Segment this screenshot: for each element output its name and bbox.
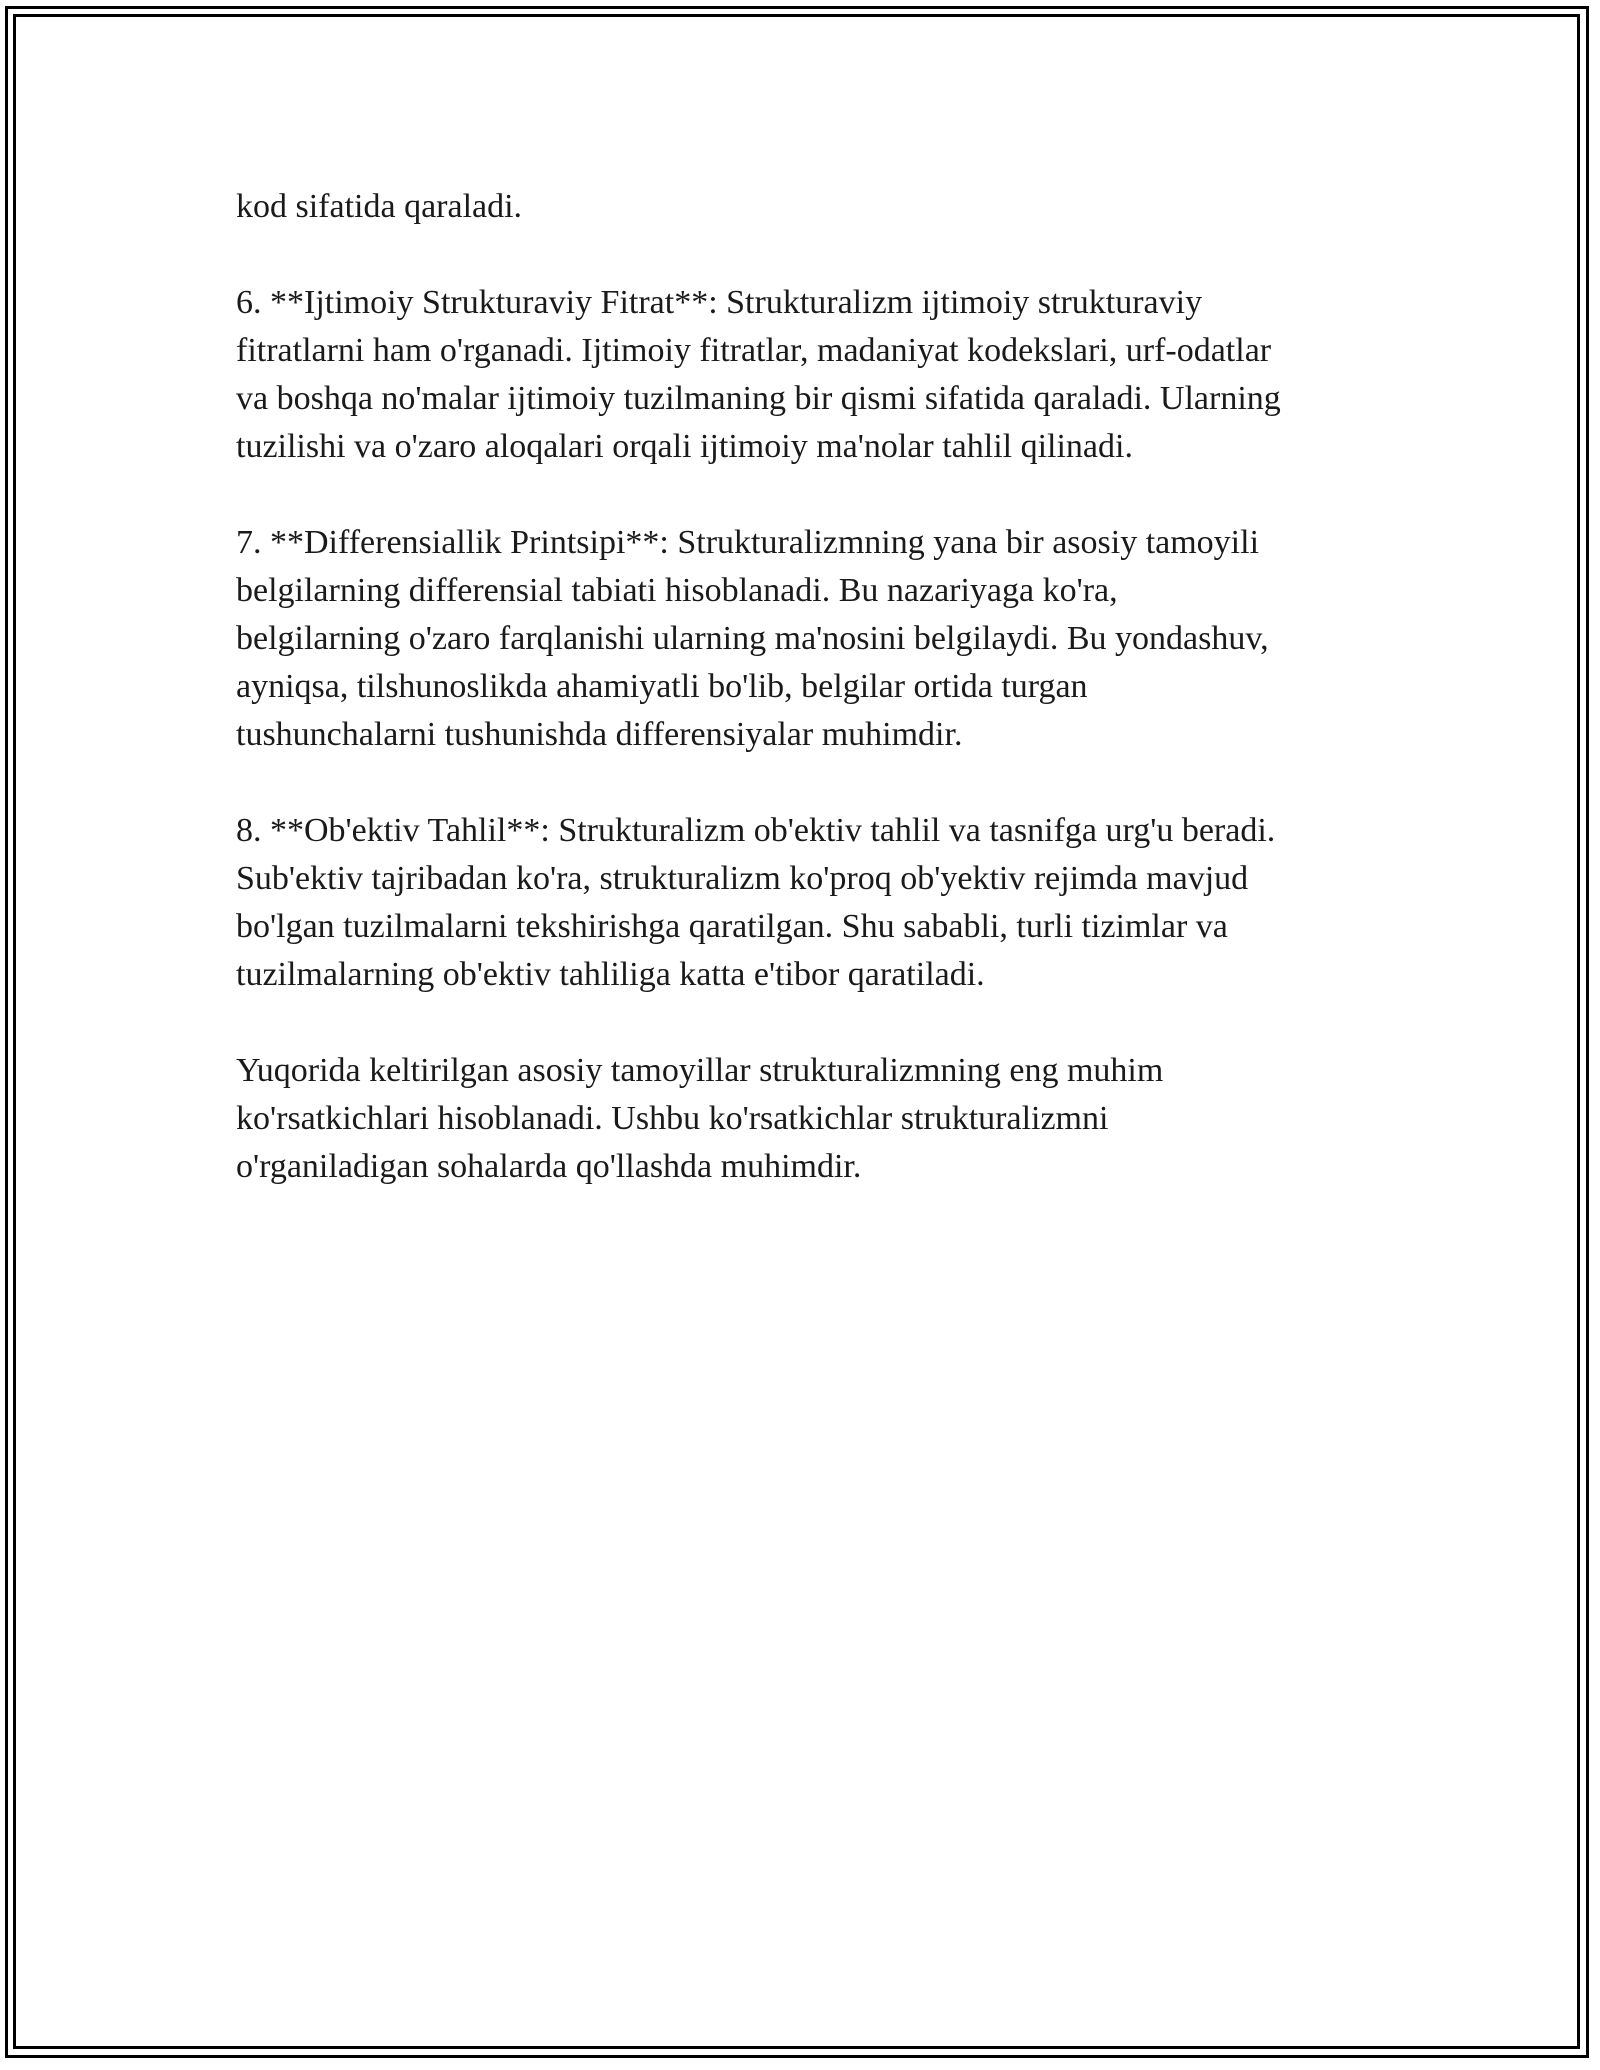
paragraph-conclusion: Yuqorida keltirilgan asosiy tamoyillar strukturalizmning eng muhim ko'rsatkichlari hisoblanadi. Ushbu ko'rsatkichlar strukturalizmni o'rganiladigan sohalarda qo'llashda muhimdir.: [236, 1052, 1164, 1185]
paragraph-item-8: 8. **Ob'ektiv Tahlil**: Strukturalizm ob'ektiv tahlil va tasnifga urg'u beradi. Sub'ektiv tajribadan ko'ra, strukturalizm ko'proq ob'yektiv rejimda mavjud bo'lgan tuzilmalarni tekshirishga qaratilgan. Shu sababli, turli tizimlar va tuzilmalarning ob'ektiv tahliliga katta e'tibor qaratiladi.: [236, 812, 1276, 993]
document-body: [236, 183, 1386, 1239]
paragraph-item-7: 7. **Differensiallik Printsipi**: Strukturalizmning yana bir asosiy tamoyili belgilarning differensial tabiati hisoblanadi. Bu nazariyaga ko'ra, belgilarning o'zaro farqlanishi ularning ma'nosini belgilaydi. Bu yondashuv, ayniqsa, tilshunoslikda ahamiyatli bo'lib, belgilar ortida turgan tushunchalarni tushunishda differensiyalar muhimdir.: [236, 524, 1269, 753]
paragraph-continuation: kod sifatida qaraladi.: [236, 188, 523, 225]
paragraph-item-6: 6. **Ijtimoiy Strukturaviy Fitrat**: Strukturalizm ijtimoiy strukturaviy fitratlarni ham o'rganadi. Ijtimoiy fitratlar, madaniyat kodekslari, urf-odatlar va boshqa no'malar ijtimoiy tuzilmaning bir qismi sifatida qaraladi. Ularning tuzilishi va o'zaro aloqalari orqali ijtimoiy ma'nolar tahlil qilinadi.: [236, 284, 1281, 465]
